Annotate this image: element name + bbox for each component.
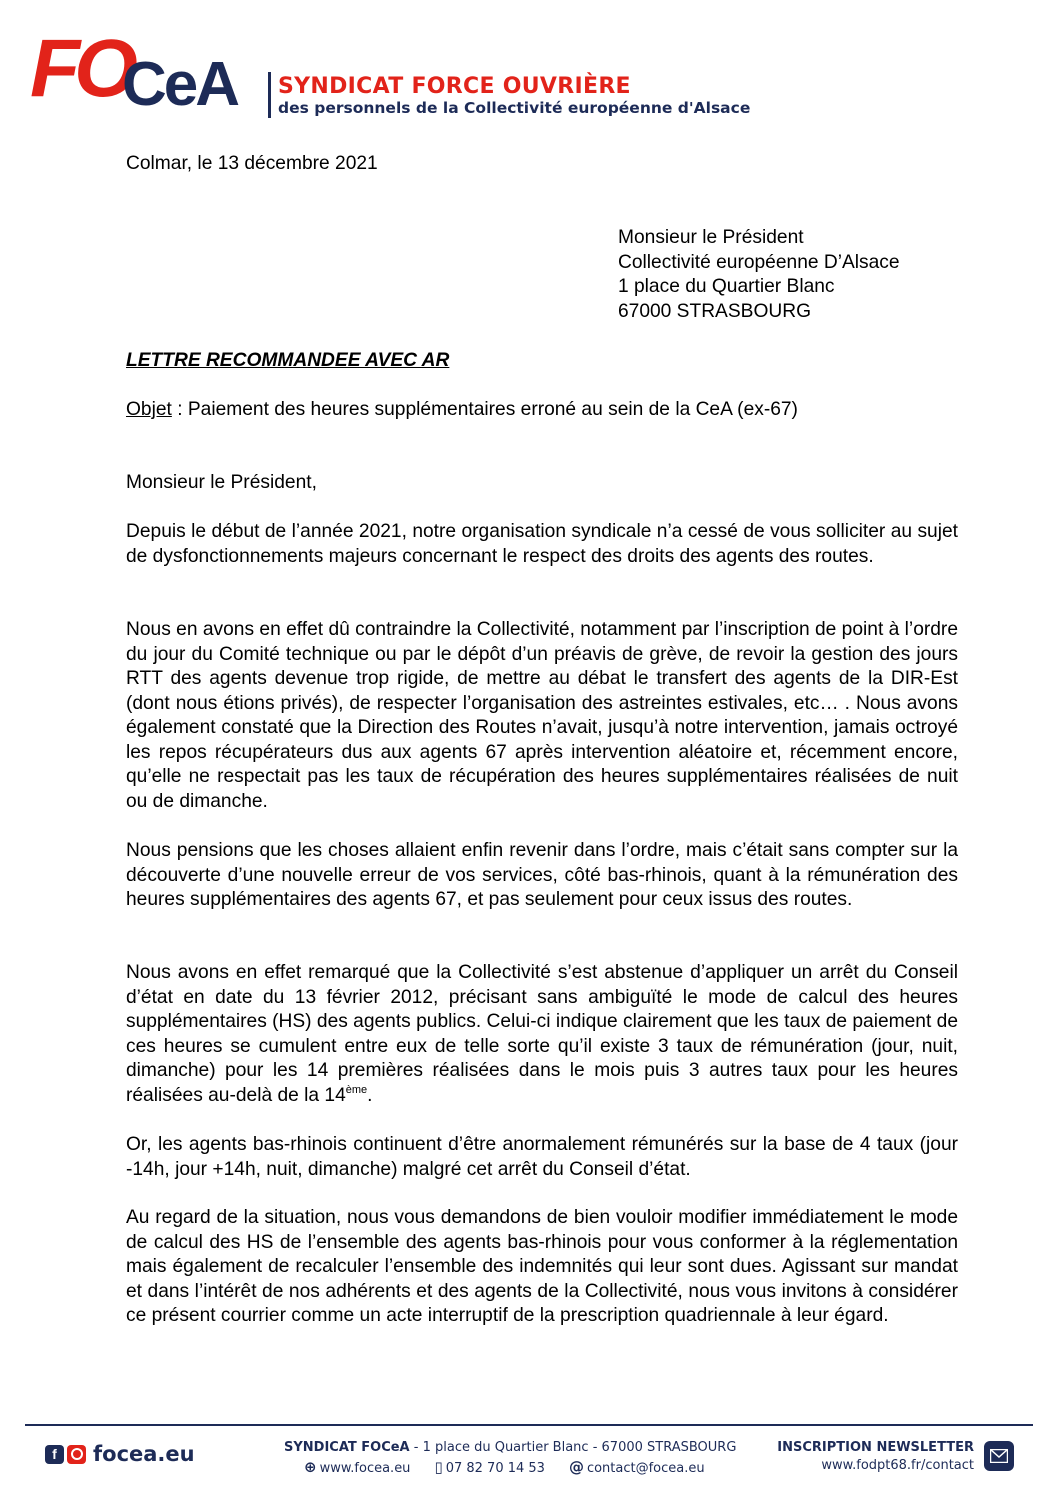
- paragraph-text: Nous pensions que les choses allaient enfin revenir dans l’ordre, mais c’était sans compter sur la découverte d’une nouvelle erreur de vos services, côté bas-rhinois, quant à la rémunération des heures supplémentaires des agents 67, et pas seulement pour ceux issus des routes.: [126, 840, 958, 910]
- footer-newsletter: [777, 1440, 974, 1473]
- paragraph-5: [126, 1133, 958, 1182]
- letter-date: Colmar, le 13 décembre 2021: [126, 153, 378, 174]
- recipient-line: Collectivité européenne D’Alsace: [618, 251, 900, 273]
- footer-phone[interactable]: ▯ 07 82 70 14 53: [434, 1458, 545, 1476]
- paragraph-text: Nous avons en effet remarqué que la Collectivité s’est abstenue d’appliquer un arrêt du Conseil d’état en date du 13 février 2012, précisant sans ambiguïté le mode de calcul des heures supplémentaires (HS) des agents publics. Celui-ci indique clairement que les taux de paiement de ces heures se cumulent entre eux de telle sorte qu’il existe 3 taux de rémunération (jour, nuit, dimanche) pour les 14 premières réalisées dans le mois puis 3 autres taux pour les heures réalisées au-delà de la 14: [126, 962, 958, 1106]
- paragraph-text: Or, les agents bas-rhinois continuent d’être anormalement rémunérés sur la base de 4 taux (jour -14h, jour +14h, nuit, dimanche) malgré cet arrêt du Conseil d’état.: [126, 1134, 958, 1180]
- letter-object: [126, 398, 958, 423]
- paragraph-4: [126, 961, 958, 1108]
- paragraph-6: [126, 1206, 958, 1329]
- paragraph-2: [126, 618, 958, 814]
- newsletter-label: INSCRIPTION NEWSLETTER: [777, 1440, 974, 1455]
- facebook-icon[interactable]: f: [45, 1445, 64, 1464]
- recipient-line: 67000 STRASBOURG: [618, 300, 812, 322]
- instagram-icon[interactable]: [67, 1445, 86, 1464]
- footer-org: SYNDICAT FOCeA: [284, 1440, 410, 1455]
- paragraph-text: Nous en avons en effet dû contraindre la Collectivité, notamment par l’inscription de point à l’ordre du jour du Comité technique ou par le dépôt d’un préavis de grève, de revoir la gestion des jours RTT des agents devenue trop rigide, de mettre au débat le transfert des agents de la DIR-Est (dont nous étions privés), de respecter l’organisation des astreintes estivales, etc… . Nous avons également constaté que la Direction des Routes n’avait, jusqu’à notre intervention, jamais octroyé les repos récupérateurs dus aux agents 67 après intervention aléatoire et, récemment encore, qu’elle ne respectait pas les taux de récupération des heures supplémentaires réalisées de nuit ou de dimanche.: [126, 619, 958, 812]
- paragraph-text: Au regard de la situation, nous vous demandons de bien vouloir modifier immédiatement le mode de calcul des HS de l’ensemble des agents bas-rhinois pour vous conformer à la réglementation mais également de recalculer l’ensemble des indemnités qui leur sont dues. Agissant sur mandat et dans l’intérêt de nos adhérents et des agents de la Collectivité, nous vous invitons à considérer ce présent courrier comme un acte interruptif de la prescription quadriennale à leur égard.: [126, 1207, 958, 1326]
- org-name: SYNDICAT FORCE OUVRIÈRE: [278, 74, 631, 99]
- phone-icon: ▯: [434, 1458, 443, 1476]
- footer-social: [45, 1442, 195, 1466]
- org-subtitle: des personnels de la Collectivité européenne d'Alsace: [278, 99, 751, 117]
- paragraph-end: .: [367, 1084, 373, 1106]
- footer-contact: [284, 1440, 737, 1476]
- salutation: Monsieur le Président,: [126, 472, 317, 493]
- footer-web[interactable]: ⊕ www.focea.eu: [304, 1458, 411, 1476]
- recipient-address: [618, 226, 900, 324]
- logo-fo: FO: [30, 23, 132, 114]
- footer-email[interactable]: @ contact@focea.eu: [568, 1458, 705, 1476]
- recipient-line: Monsieur le Président: [618, 227, 804, 248]
- footer-address: - 1 place du Quartier Blanc - 67000 STRASBOURG: [409, 1440, 737, 1455]
- registered-mail-heading: LETTRE RECOMMANDEE AVEC AR: [126, 350, 450, 371]
- header-divider: [268, 72, 271, 118]
- paragraph-text: Depuis le début de l’année 2021, notre organisation syndicale n’a cessé de vous solliciter au sujet de dysfonctionnements majeurs concernant le respect des droits des agents des routes.: [126, 521, 958, 567]
- mail-icon[interactable]: [984, 1441, 1014, 1471]
- footer-divider: [25, 1424, 1033, 1426]
- logo-cea: CeA: [122, 50, 238, 119]
- footer-site[interactable]: focea.eu: [93, 1442, 195, 1466]
- newsletter-url[interactable]: www.fodpt68.fr/contact: [821, 1458, 974, 1473]
- recipient-line: 1 place du Quartier Blanc: [618, 276, 835, 297]
- paragraph-3: [126, 839, 958, 913]
- at-icon: @: [568, 1458, 584, 1476]
- superscript: ème: [345, 1083, 368, 1096]
- globe-icon: ⊕: [304, 1458, 317, 1476]
- object-text: : Paiement des heures supplémentaires erroné au sein de la CeA (ex-67): [171, 399, 798, 420]
- logo: [30, 23, 260, 124]
- paragraph-1: [126, 520, 958, 569]
- object-label: Objet: [126, 399, 172, 420]
